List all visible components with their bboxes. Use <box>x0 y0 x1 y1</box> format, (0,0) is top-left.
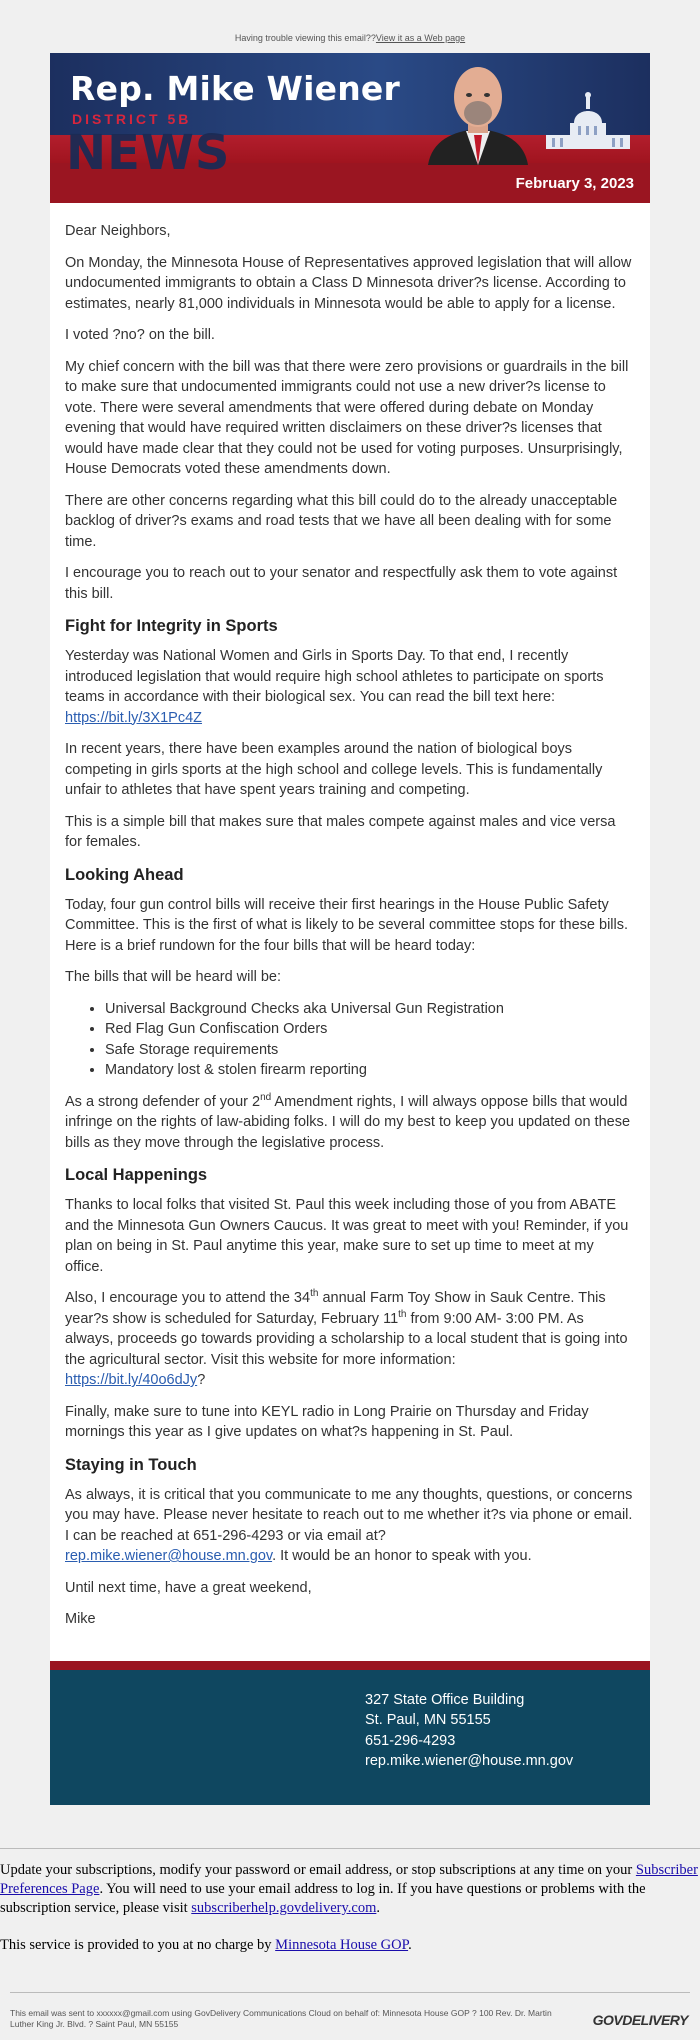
header-banner <box>50 53 650 203</box>
provided-by-text: This service is provided to you at no charge by Minnesota House GOP. <box>0 1937 412 1953</box>
list-item: • Safe Storage requirements <box>105 1040 635 1061</box>
paragraph: Until next time, have a great weekend, <box>65 1579 312 1596</box>
paragraph: I voted ?no? on the bill. <box>65 327 215 343</box>
paragraph: In recent years, there have been examples around the nation of biological boys competing in girls sports at the high school and college levels. This is fundamentally unfair to athletes that have spent years training and competing. <box>65 741 603 798</box>
section-heading-staying-in-touch: Staying in Touch <box>65 1455 197 1474</box>
paragraph: Thanks to local folks that visited St. Paul this week including those of you from ABATE and the Minnesota Gun Owners Caucus. It was great to meet with you! Reminder, if you plan on being in St. Paul anytime this year, make sure to set up time to meet at my office. <box>65 1197 629 1275</box>
paragraph: This is a simple bill that makes sure that males compete against males and vice versa for females. <box>65 813 616 850</box>
govdelivery-logo: GOVDELIVERY <box>592 2012 688 2028</box>
paragraph: My chief concern with the bill was that there were zero provisions or guardrails in the bill to make sure that undocumented immigrants could not use a new driver?s license to vote. There were several amendments that were offered during debate on Monday evening that would have required written disclaimers on these driver?s licenses that would have made clear that they could not be used for voting purposes. Unsurprisingly, House Democrats voted these amendments down. <box>65 358 629 477</box>
preheader <box>0 0 700 53</box>
banner-district: DISTRICT 5B <box>72 111 192 127</box>
minnesota-house-gop-link[interactable]: Minnesota House GOP <box>275 1937 409 1953</box>
newsletter-body <box>50 203 650 1661</box>
banner-rep-name: Rep. Mike Wiener <box>70 69 400 108</box>
legal-text: This email was sent to xxxxxx@gmail.com using GovDelivery Communications Cloud on behalf of: Minnesota House GOP ? 100 Rev. Dr. Martin Luther King Jr. Blvd. ? Saint Paul, MN 55155 <box>10 2008 552 2029</box>
paragraph: There are other concerns regarding what this bill could do to the already unacceptable backlog of driver?s exams and road tests that we have all been dealing with for some time. <box>65 492 618 550</box>
farm-toy-show-link[interactable]: https://bit.ly/40o6dJy <box>65 1372 198 1388</box>
list-item: • Mandatory lost & stolen firearm reporting <box>105 1060 635 1081</box>
paragraph: Also, I encourage you to attend the 34th annual Farm Toy Show in Sauk Centre. This year?s show is scheduled for Saturday, February 11th from 9:00 AM- 3:00 PM. As always, proceeds go towards providing a scholarship to a local student that is going into the agricultural sector. Visit this website for more information: https://bit.ly/40o6dJy? <box>65 1288 628 1388</box>
paragraph: Finally, make sure to tune into KEYL radio in Long Prairie on Thursday and Friday mornings this year as I give updates on what?s happening in St. Paul. <box>65 1403 589 1440</box>
section-heading-sports: Fight for Integrity in Sports <box>65 617 278 635</box>
paragraph: On Monday, the Minnesota House of Representatives approved legislation that will allow undocumented immigrants to obtain a Class D Minnesota driver?s license. According to estimates, nearly 81,000 individuals in Minnesota would be able to apply for a license. <box>65 254 632 312</box>
bills-list <box>65 999 635 1081</box>
email-link[interactable]: rep.mike.wiener@house.mn.gov <box>65 1548 273 1564</box>
paragraph: I encourage you to reach out to your senator and respectfully ask them to vote against this bill. <box>65 565 618 602</box>
subscription-text: Update your subscriptions, modify your password or email address, or stop subscriptions at any time on your Subscriber Preferences Page. You will need to use your email address to log in. If you have questions or problems with the subscription service, please visit subscriberhelp.govdelivery.com. <box>0 1862 698 1916</box>
paragraph: As always, it is critical that you communicate to me any thoughts, questions, or concerns you may have. Please never hesitate to reach out to me whether it?s via phone or email. I can be reached at 651-296-4293 or via email at? rep.mike.wiener@house.mn.gov. It would be an honor to speak with you. <box>65 1486 633 1564</box>
phone-number: 651-296-4293 <box>365 1732 456 1749</box>
paragraph: Today, four gun control bills will receive their first hearings in the House Public Safety Committee. This is the first of what is likely to be several committee stops for these bills. Here is a brief rundown for the four bills that will be heard today: <box>65 896 629 954</box>
sports-bill-link[interactable]: https://bit.ly/3X1Pc4Z <box>65 709 203 726</box>
paragraph: Yesterday was National Women and Girls in Sports Day. To that end, I recently introduced legislation that would require high school athletes to participate on sports teams in accordance with their biological sex. You can read the bill text here: https://bit.ly/3X1Pc4Z <box>65 648 604 726</box>
divider <box>10 1992 690 1993</box>
newsletter-card <box>50 53 650 1805</box>
paragraph: The bills that will be heard will be: <box>65 969 281 985</box>
greeting: Dear Neighbors, <box>65 223 171 239</box>
section-heading-looking-ahead: Looking Ahead <box>65 865 184 884</box>
section-heading-local: Local Happenings <box>65 1166 208 1184</box>
signature: Mike <box>65 1611 96 1627</box>
address-line: 327 State Office Building <box>365 1691 525 1708</box>
list-item: • Universal Background Checks aka Universal Gun Registration <box>105 999 635 1020</box>
view-web-page-link[interactable]: View it as a Web page <box>375 33 466 43</box>
address-line: St. Paul, MN 55155 <box>365 1712 491 1728</box>
office-address <box>365 1690 573 1772</box>
subscriber-preferences-link[interactable]: Subscriber Preferences Page <box>0 1862 698 1897</box>
preheader-text: Having trouble viewing this email?? <box>234 33 376 43</box>
capitol-building-icon <box>540 85 636 155</box>
rep-portrait-image <box>418 61 538 165</box>
paragraph: As a strong defender of your 2nd Amendment rights, I will always oppose bills that would infringe on the rights of law-abiding folks. I will do my best to keep you updated on these bills as they move through the legislative process. <box>65 1091 631 1151</box>
contact-footer <box>50 1661 650 1805</box>
newsletter-date: February 3, 2023 <box>515 175 634 192</box>
footer-email: rep.mike.wiener@house.mn.gov <box>365 1753 574 1769</box>
subscription-info <box>0 1848 700 1973</box>
list-item: • Red Flag Gun Confiscation Orders <box>105 1019 635 1040</box>
subscriber-help-link[interactable]: subscriberhelp.govdelivery.com <box>191 1900 377 1916</box>
banner-news-word: NEWS <box>66 125 231 181</box>
